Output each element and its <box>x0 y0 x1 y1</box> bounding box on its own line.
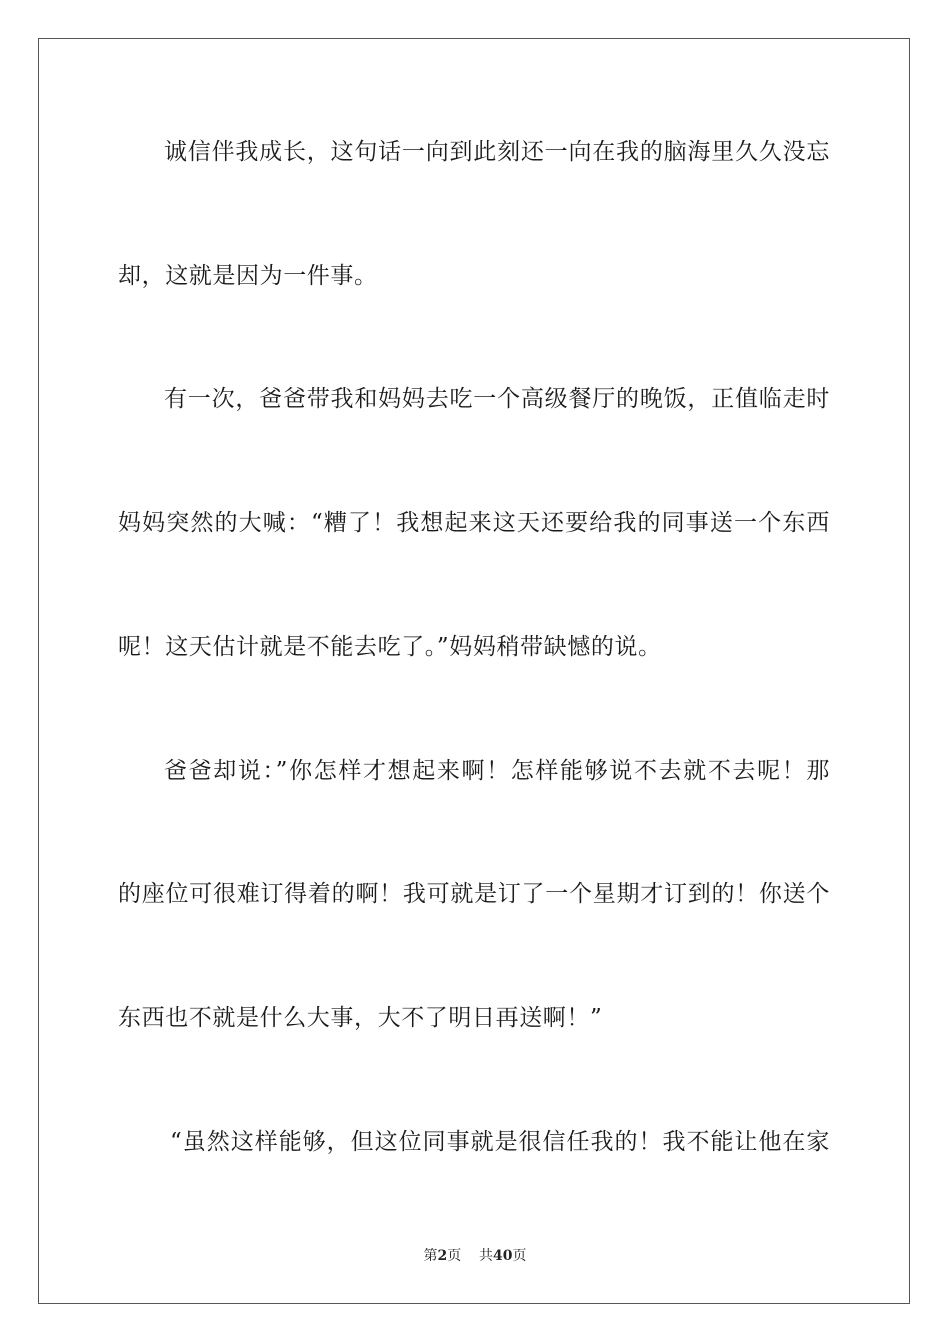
paragraph-line-4: 妈妈突然的大喊：“糟了！我想起来这天还要给我的同事送一个东西 <box>118 510 830 536</box>
footer-page-suffix: 页 <box>447 1248 462 1264</box>
page-footer <box>0 1246 950 1266</box>
paragraph-line-3: 有一次，爸爸带我和妈妈去吃一个高级餐厅的晚饭，正值临走时 <box>164 386 830 412</box>
page-border <box>38 38 910 1304</box>
paragraph-line-2: 却，这就是因为一件事。 <box>118 263 378 289</box>
footer-total-prefix: 共 <box>479 1248 494 1264</box>
paragraph-line-6: 爸爸却说：”你怎样才想起来啊！怎样能够说不去就不去呢！那 <box>164 758 830 784</box>
paragraph-line-9: “虽然这样能够，但这位同事就是很信任我的！我不能让他在家 <box>170 1129 830 1155</box>
footer-total-pages: 40 <box>493 1248 513 1264</box>
paragraph-line-1: 诚信伴我成长，这句话一向到此刻还一向在我的脑海里久久没忘 <box>164 139 830 165</box>
paragraph-line-7: 的座位可很难订得着的啊！我可就是订了一个星期才订到的！你送个 <box>118 881 830 907</box>
footer-prefix: 第 <box>423 1248 438 1264</box>
paragraph-line-5: 呢！这天估计就是不能去吃了。”妈妈稍带缺憾的说。 <box>118 634 662 660</box>
footer-total-suffix: 页 <box>512 1248 527 1264</box>
footer-page-number: 2 <box>437 1248 448 1264</box>
paragraph-line-8: 东西也不就是什么大事，大不了明日再送啊！” <box>118 1005 603 1031</box>
